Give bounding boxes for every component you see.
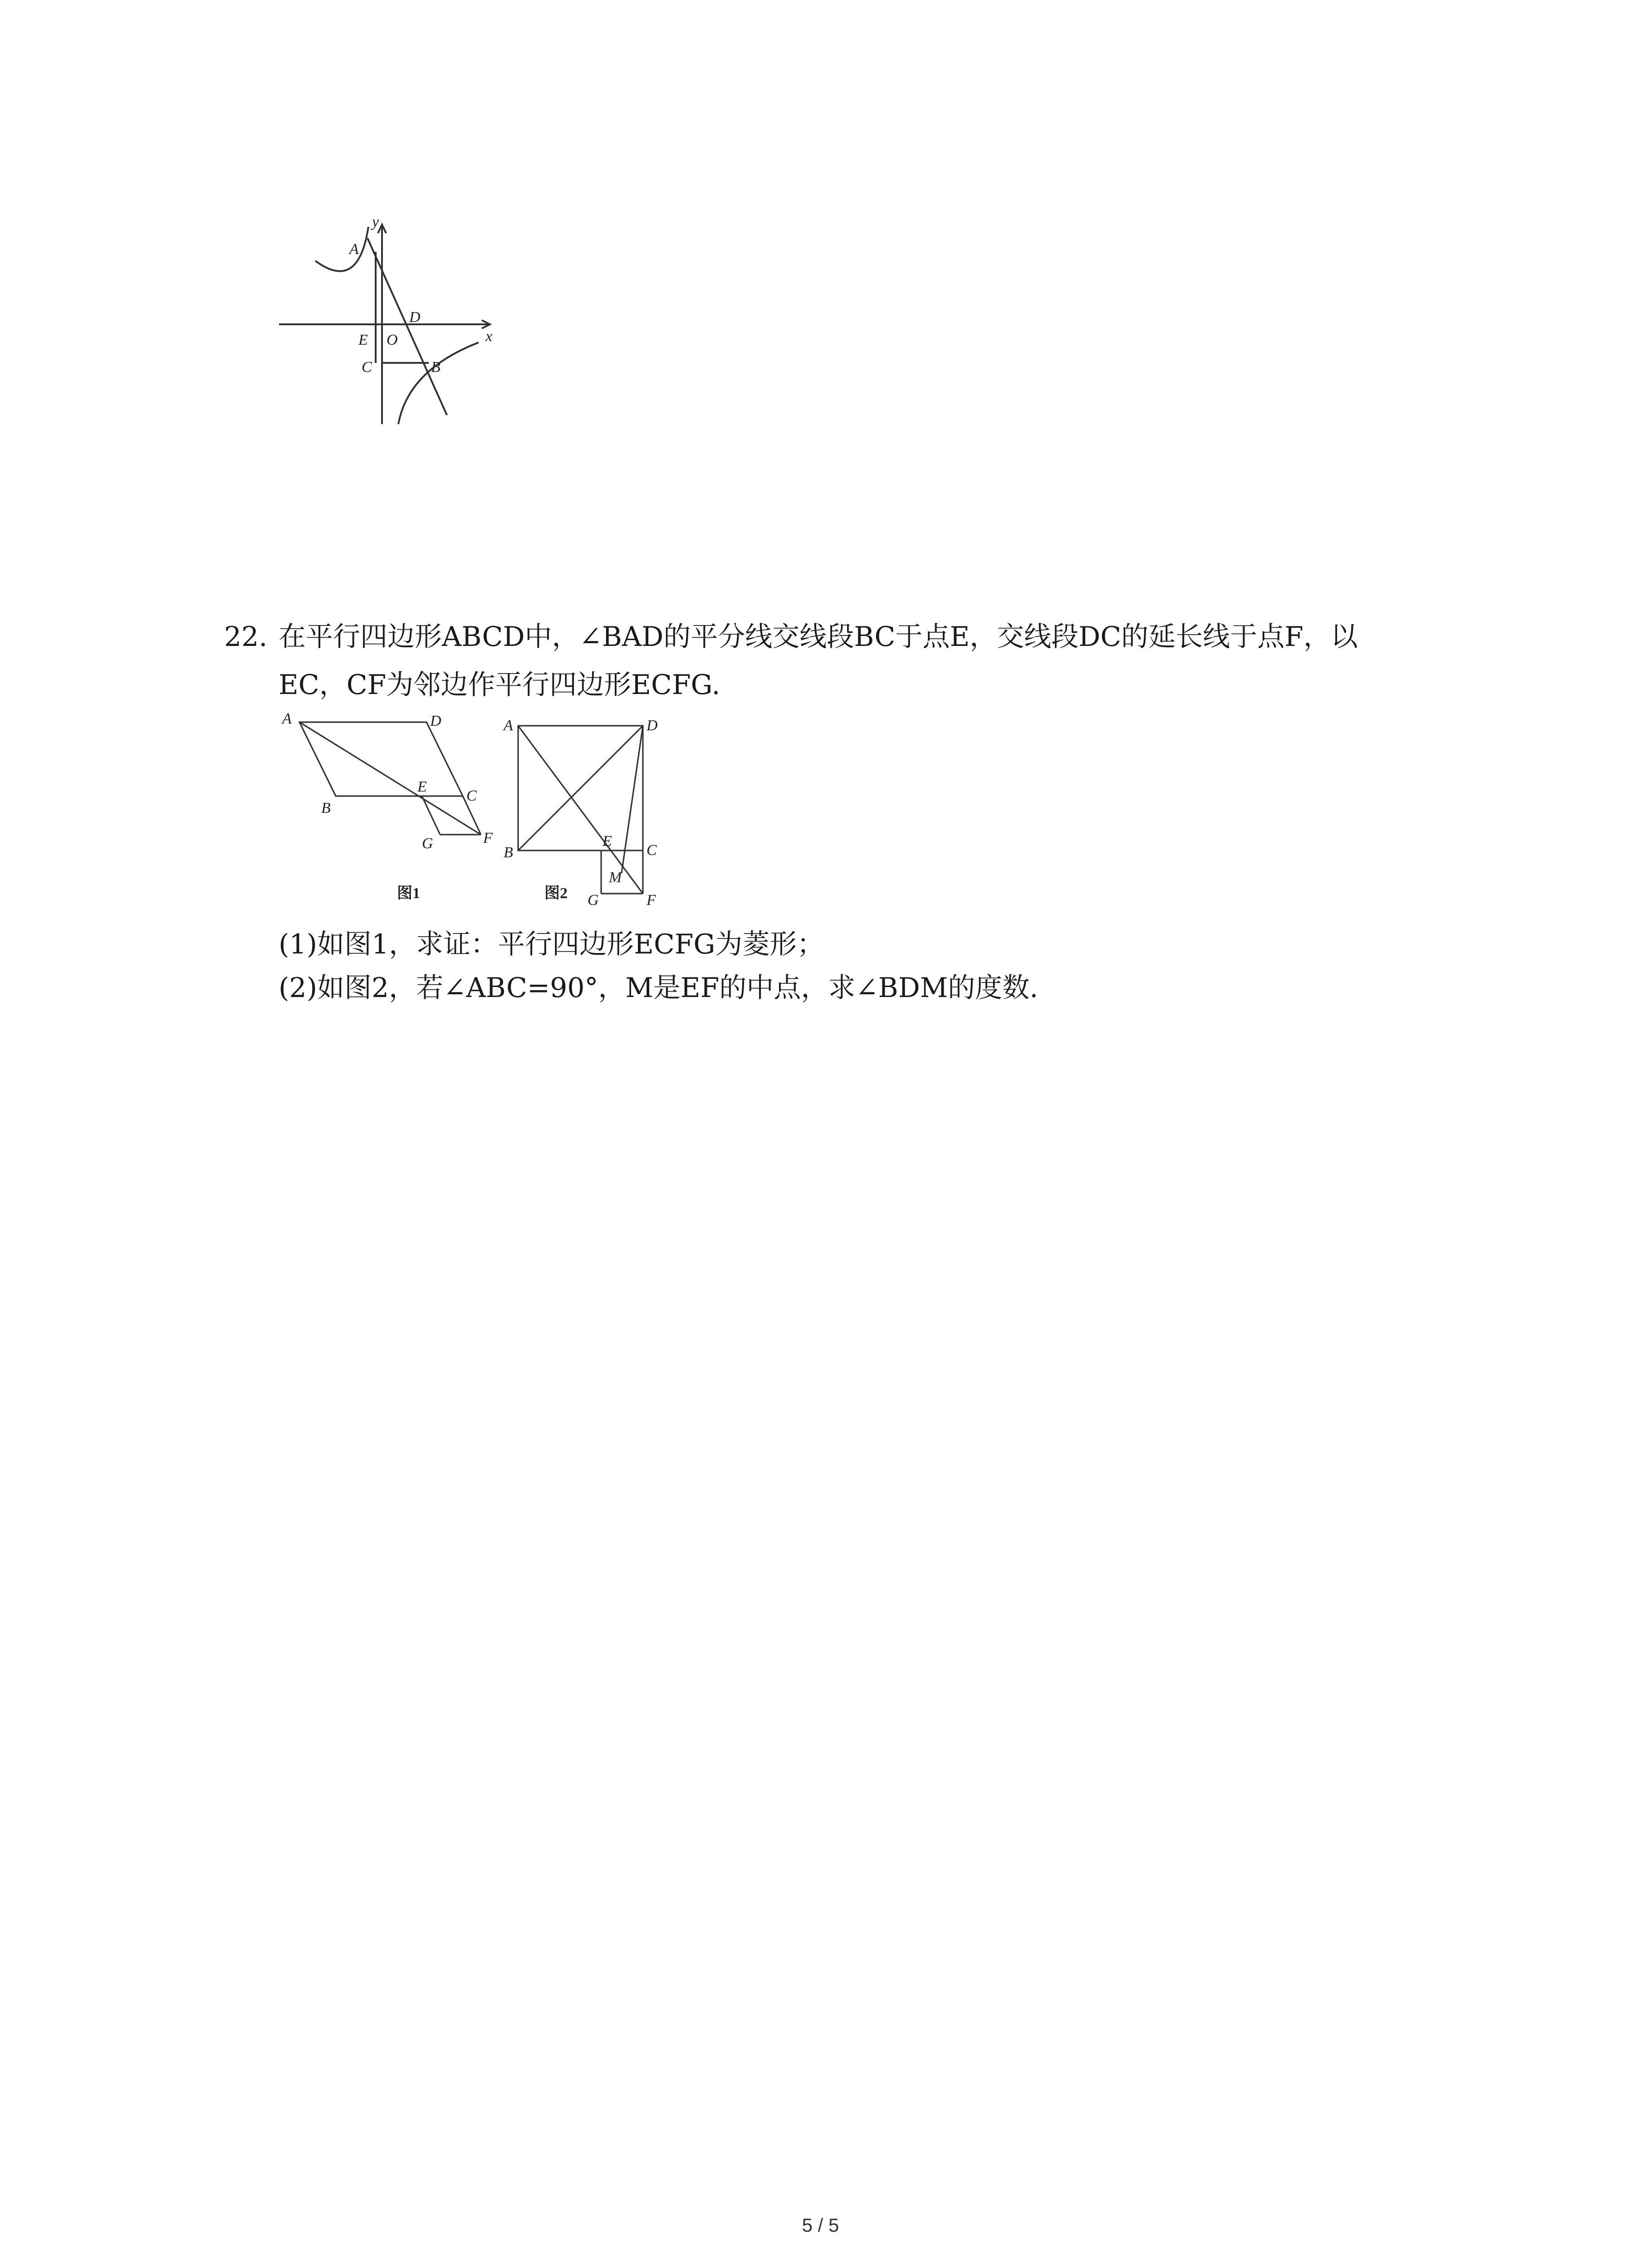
figure-1-parallelogram <box>272 708 508 907</box>
label-E: E <box>358 332 368 348</box>
label-C: C <box>362 359 372 376</box>
fig2-label-C: C <box>647 842 657 859</box>
hyperbola-branch-upper-left <box>315 227 368 271</box>
question-number: 22. <box>224 621 268 653</box>
fig2-label-B: B <box>504 844 513 861</box>
fig1-label-G: G <box>422 835 433 852</box>
fig1-label-B: B <box>321 800 331 816</box>
fig2-caption: 图2 <box>544 885 568 902</box>
label-B: B <box>431 359 441 376</box>
segment-EG <box>422 796 440 835</box>
fig2-label-M: M <box>609 869 622 886</box>
label-D: D <box>409 309 421 326</box>
question-part2: (2)如图2，若∠ABC=90°，M是EF的中点，求∠BDM的度数. <box>279 972 1038 1004</box>
fig2-label-D: D <box>647 717 658 734</box>
fig1-label-C: C <box>466 787 477 804</box>
fig1-label-F: F <box>483 830 493 846</box>
figure-hyperbola-graph <box>272 213 508 426</box>
question-part1: (1)如图1，求证：平行四边形ECFG为菱形； <box>279 929 824 960</box>
fig1-label-D: D <box>430 713 441 729</box>
fig1-caption: 图1 <box>397 885 420 902</box>
label-y: y <box>372 214 379 230</box>
label-A: A <box>349 241 359 258</box>
parallelogram-ABCD <box>299 722 463 796</box>
question-stem-line1: 在平行四边形ABCD中，∠BAD的平分线交线段BC于点E，交线段DC的延长线于点F，以 <box>279 621 1358 653</box>
line-AB <box>367 238 447 415</box>
label-O: O <box>387 332 398 348</box>
figure-2-square <box>490 708 694 916</box>
page-number: 5 / 5 <box>802 2214 839 2236</box>
label-x: x <box>485 328 493 345</box>
fig2-label-E: E <box>603 833 612 850</box>
fig1-label-E: E <box>417 778 427 795</box>
segment-AF <box>518 726 643 894</box>
fig2-label-G: G <box>588 892 599 909</box>
hyperbola-branch-lower-right <box>398 342 479 424</box>
fig2-label-F: F <box>647 892 656 909</box>
question-stem-line2: EC，CF为邻边作平行四边形ECFG. <box>279 669 720 701</box>
fig1-label-A: A <box>282 710 292 727</box>
segment-BD <box>518 726 643 850</box>
fig2-label-A: A <box>504 717 513 734</box>
